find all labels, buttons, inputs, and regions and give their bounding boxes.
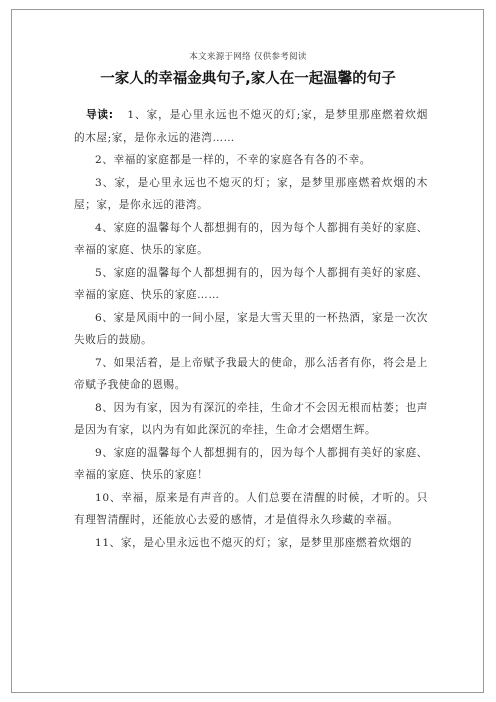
paragraph: 7、如果活着，是上帝赋予我最大的使命，那么活者有你，将会是上帝赋予我使命的恩赐。 bbox=[74, 356, 428, 391]
paragraph: 3、家，是心里永远也不熄灭的灯；家，是梦里那座燃着炊烟的木屋；家，是你永远的港湾。 bbox=[74, 176, 428, 211]
paragraph: 2、幸福的家庭都是一样的，不幸的家庭各有各的不幸。 bbox=[95, 154, 371, 166]
lead-label: 导读: bbox=[86, 109, 114, 121]
paragraph: 8、因为有家，因为有深沉的牵挂，生命才不会因无根而枯萎；也声是因为有家，以内为有如此深沉的牵挂，生命才会熠熠生辉。 bbox=[74, 401, 428, 436]
source-note: 本文来源于网络 仅供参考阅读 bbox=[189, 52, 307, 62]
document-body bbox=[74, 104, 428, 554]
lead-paragraph bbox=[74, 104, 428, 149]
paragraph: 6、家是风雨中的一间小屋，家是大雪天里的一杯热酒，家是一次次失败后的鼓励。 bbox=[74, 311, 428, 346]
paragraph: 5、家庭的温馨每个人都想拥有的，因为每个人都拥有美好的家庭、幸福的家庭、快乐的家庭…… bbox=[74, 266, 428, 301]
paragraph: 11、家，是心里永远也不熄灭的灯；家，是梦里那座燃着炊烟的 bbox=[95, 536, 412, 549]
paragraph: 9、家庭的温馨每个人都想拥有的，因为每个人都拥有美好的家庭、幸福的家庭、快乐的家庭！ bbox=[74, 446, 428, 481]
paragraph-text: 1、家，是心里永远也不熄灭的灯;家，是梦里那座燃着炊烟的木屋;家，是你永远的港湾…… bbox=[74, 109, 428, 144]
document-title: 一家人的幸福金典句子,家人在一起温馨的句子 bbox=[100, 71, 396, 87]
paragraph: 10、幸福，原来是有声音的。人们总要在清醒的时候，才听的。只有理智清醒时，还能放心去爱的感情，才是值得永久珍藏的幸福。 bbox=[74, 491, 428, 526]
paragraph: 4、家庭的温馨每个人都想拥有的，因为每个人都拥有美好的家庭、幸福的家庭、快乐的家庭。 bbox=[74, 221, 428, 256]
